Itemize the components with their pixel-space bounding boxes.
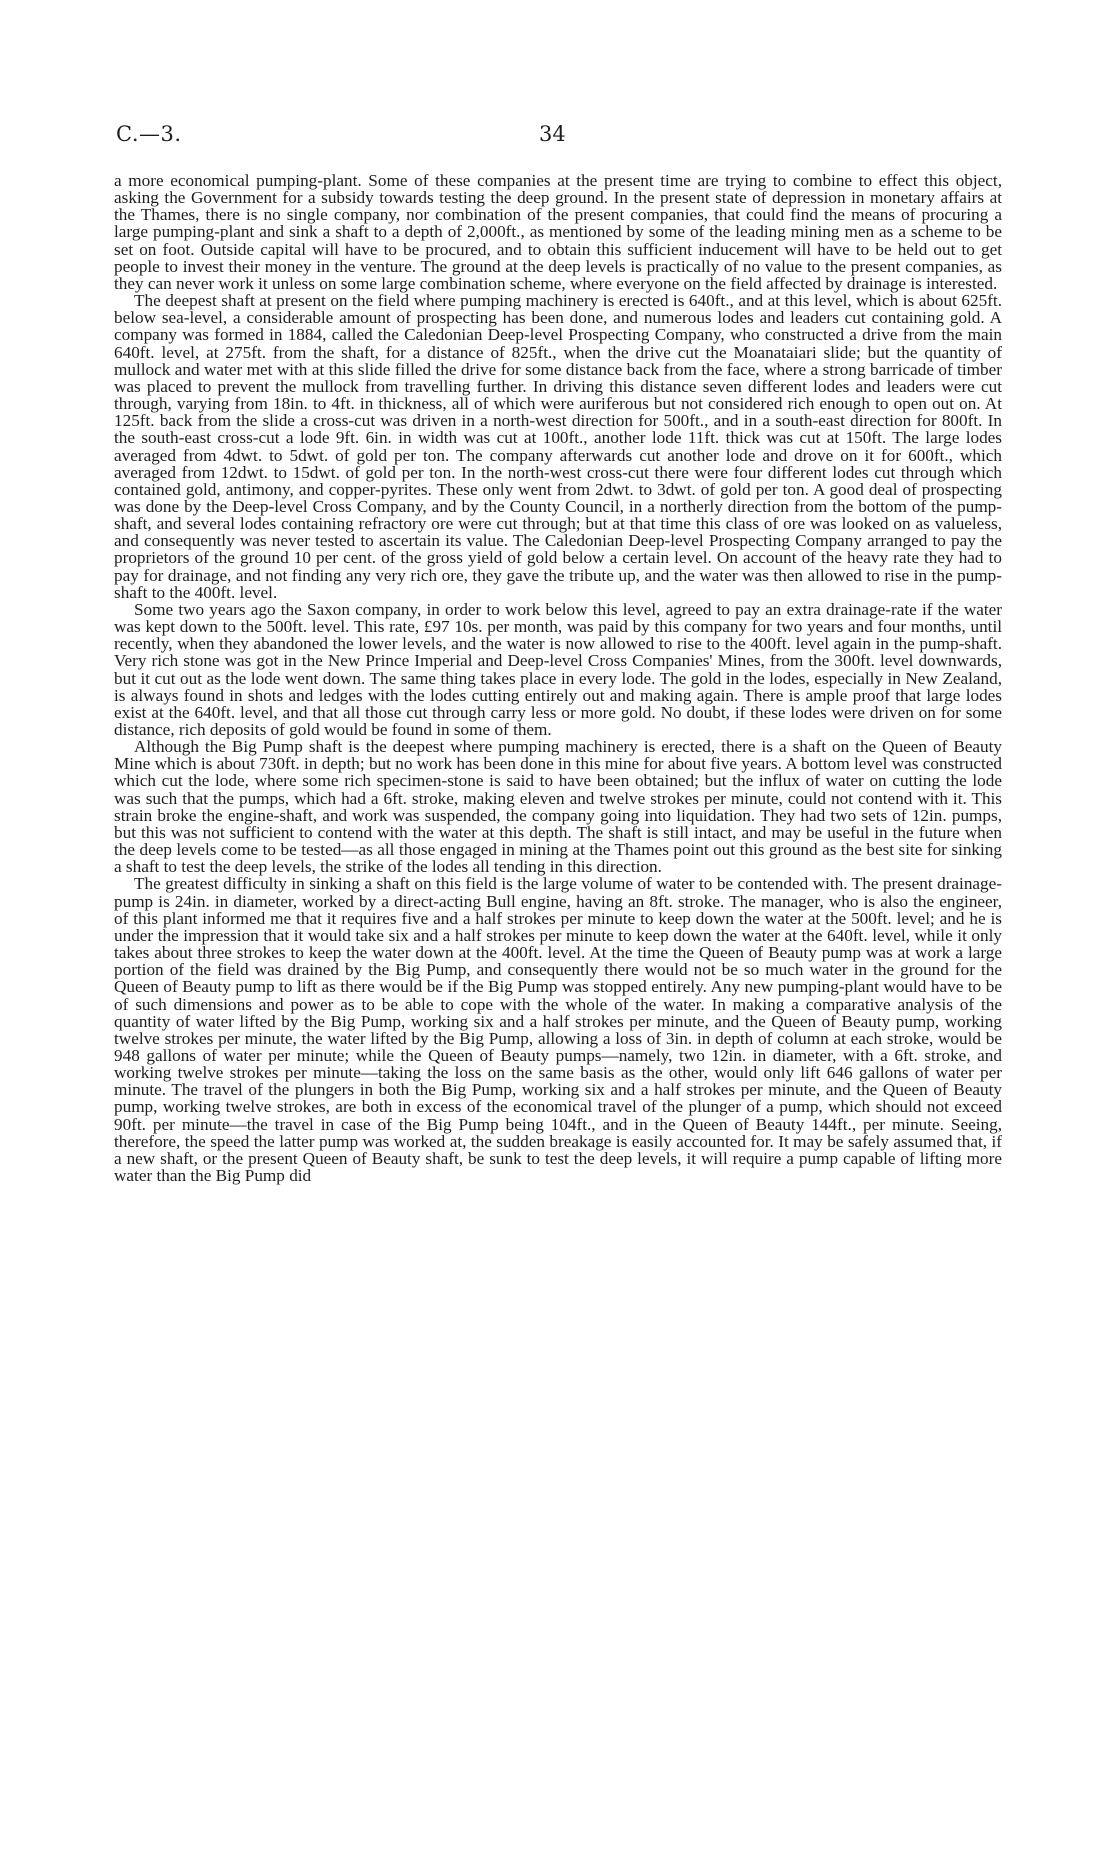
paragraph: The greatest difficulty in sinking a shaft on this field is the large volume of water to be contended with. The present drainage-pump is 24in. in diameter, worked by a direct-acting Bull engine, having an 8ft. stroke. The manager, who is also the engineer, of this plant informed me that it requires five and a half strokes per minute to keep down the water at the 500ft. level; and he is under the impression that it would take six and a half strokes per minute to keep down the water at the 640ft. level, while it only takes about three strokes to keep the water down at the 400ft. level. At the time the Queen of Beauty pump was at work a large portion of the field was drained by the Big Pump, and consequently there would not be so much water in the ground for the Queen of Beauty pump to lift as there would be if the Big Pump was stopped entirely. Any new pumping-plant would have to be of such dimensions and power as to be able to cope with the whole of the water. In making a comparative analysis of the quantity of water lifted by the Big Pump, working six and a half strokes per minute, and the Queen of Beauty pump, working twelve strokes per minute, the water lifted by the Big Pump, allowing a loss of 3in. in depth of column at each stroke, would be 948 gallons of water per minute; while the Queen of Beauty pumps—namely, two 12in. in diameter, with a 6ft. stroke, and working twelve strokes per minute—taking the loss on the same basis as the other, would only lift 646 gallons of water per minute. The travel of the plungers in both the Big Pump, working six and a half strokes per minute, and the Queen of Beauty pump, working twelve strokes, are both in excess of the economical travel of the plunger of a pump, which should not exceed 90ft. per minute—the travel in case of the Big Pump being 104ft., and in the Queen of Beauty 144ft., per minute. Seeing, therefore, the speed the latter pump was worked at, the sudden breakage is easily accounted for. It may be safely assumed that, if a new shaft, or the present Queen of Beauty shaft, be sunk to test the deep levels, it will require a pump capable of lifting more water than the Big Pump did: [114, 874, 1002, 1186]
paragraph: Although the Big Pump shaft is the deepest where pumping machinery is erected, there is a shaft on the Queen of Beauty Mine which is about 730ft. in depth; but no work has been done in this mine for about five years. A bottom level was constructed which cut the lode, where some rich specimen-stone is said to have been obtained; but the influx of water on cutting the lode was such that the pumps, which had a 6ft. stroke, making eleven and twelve strokes per minute, could not contend with it. This strain broke the engine-shaft, and work was suspended, the company going into liquidation. They had two sets of 12in. pumps, but this was not sufficient to contend with the water at this depth. The shaft is still intact, and may be useful in the future when the deep levels come to be tested—as all those engaged in mining at the Thames point out this ground as the best site for sinking a shaft to test the deep levels, the strike of the lodes all tending in this direction.: [114, 737, 1002, 877]
paragraph: The deepest shaft at present on the field where pumping machinery is erected is 640ft., and at this level, which is about 625ft. below sea-level, a considerable amount of prospecting has been done, and numerous lodes and leaders cut containing gold. A company was formed in 1884, called the Caledonian Deep-level Prospecting Company, who constructed a drive from the main 640ft. level, at 275ft. from the shaft, for a distance of 825ft., when the drive cut the Moanataiari slide; but the quantity of mullock and water met with at this slide filled the drive for some distance back from the face, where a strong barricade of timber was placed to prevent the mullock from travelling further. In driving this distance seven different lodes and leaders were cut through, varying from 18in. to 4ft. in thickness, all of which were auriferous but not considered rich enough to open out on. At 125ft. back from the slide a cross-cut was driven in a north-west direction for 500ft., and in a south-east direction for 800ft. In the south-east cross-cut a lode 9ft. 6in. in width was cut at 100ft., another lode 11ft. thick was cut at 150ft. The large lodes averaged from 4dwt. to 5dwt. of gold per ton. The company afterwards cut another lode and drove on it for 600ft., which averaged from 12dwt. to 15dwt. of gold per ton. In the north-west cross-cut there were four different lodes cut through which contained gold, antimony, and copper-pyrites. These only went from 2dwt. to 3dwt. of gold per ton. A good deal of prospecting was done by the Deep-level Cross Company, and by the County Council, in a northerly direction from the bottom of the pump-shaft, and several lodes containing refractory ore were cut through; but at that time this class of ore was looked on as valueless, and consequently was never tested to ascertain its value. The Caledonian Deep-level Prospecting Company arranged to pay the proprietors of the ground 10 per cent. of the gross yield of gold below a certain level. On account of the heavy rate they had to pay for drainage, and not finding any very rich ore, they gave the tribute up, and the water was then allowed to rise in the pump-shaft to the 400ft. level.: [114, 291, 1002, 602]
paragraph: a more economical pumping-plant. Some of these companies at the present time are trying to combine to effect this object, asking the Government for a subsidy towards testing the deep ground. In the present state of depression in monetary affairs at the Thames, there is no single company, nor combination of the present companies, that could find the means of procuring a large pumping-plant and sink a shaft to a depth of 2,000ft., as mentioned by some of the leading mining men as a scheme to be set on foot. Outside capital will have to be procured, and to obtain this sufficient inducement will have to be held out to get people to invest their money in the venture. The ground at the deep levels is practically of no value to the present companies, as they can never work it unless on some large combination scheme, where everyone on the field affected by drainage is interested.: [114, 171, 1002, 293]
paragraph: Some two years ago the Saxon company, in order to work below this level, agreed to pay an extra drainage-rate if the water was kept down to the 500ft. level. This rate, £97 10s. per month, was paid by this company for two years and four months, until recently, when they abandoned the lower levels, and the water is now allowed to rise to the 400ft. level again in the pump-shaft. Very rich stone was got in the New Prince Imperial and Deep-level Cross Companies' Mines, from the 300ft. level downwards, but it cut out as the lode went down. The same thing takes place in every lode. The gold in the lodes, especially in New Zealand, is always found in shots and ledges with the lodes cutting entirely out and making again. There is ample proof that large lodes exist at the 640ft. level, and that all those cut through carry less or more gold. No doubt, if these lodes were driven on for some distance, rich deposits of gold would be found in some of them.: [114, 599, 1002, 739]
body-text: [114, 172, 1002, 1184]
document-reference: C.—3.: [116, 122, 182, 146]
page-number: 34: [539, 122, 566, 146]
